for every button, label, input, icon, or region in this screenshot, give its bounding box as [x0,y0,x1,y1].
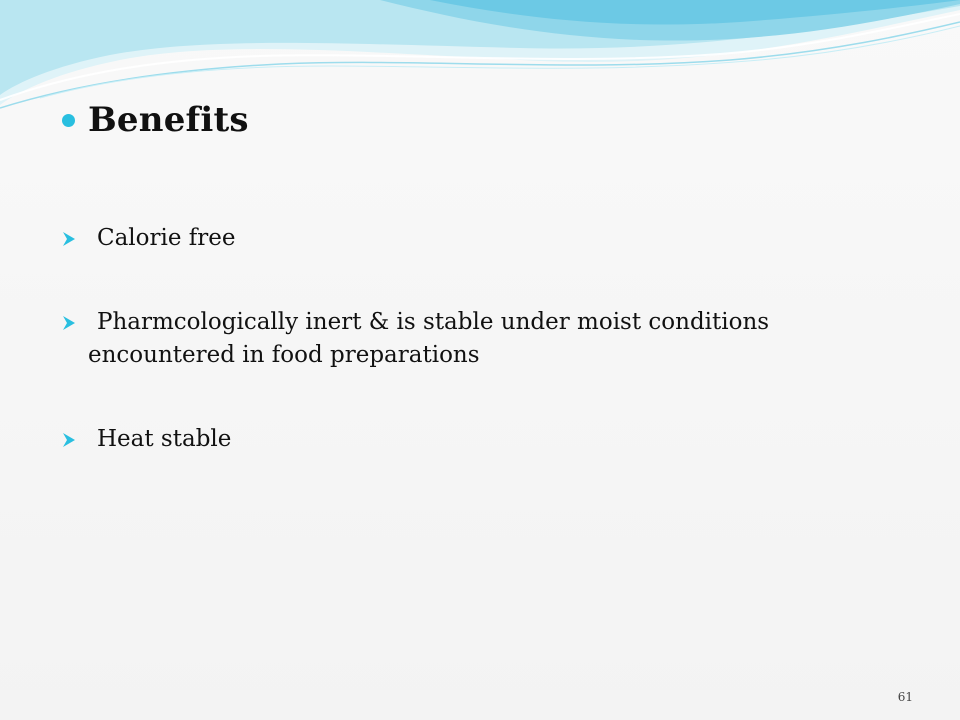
list-item [62,306,922,372]
slide-number: 61 [897,690,913,704]
arrow-right-bullet-icon [62,315,76,331]
arrow-right-bullet-icon [62,432,76,448]
arrow-right-bullet-icon [62,231,76,247]
heading-row [62,100,249,140]
slide-title: Benefits [88,100,249,140]
bullet-list [62,222,922,456]
list-item [62,423,922,456]
bullet-text: Calorie free [97,225,236,251]
bullet-text: Pharmcologically inert & is stable under moist conditions encountered in food preparations [88,309,770,368]
list-item [62,222,922,255]
filled-circle-icon [62,114,75,127]
bullet-text: Heat stable [97,426,232,452]
